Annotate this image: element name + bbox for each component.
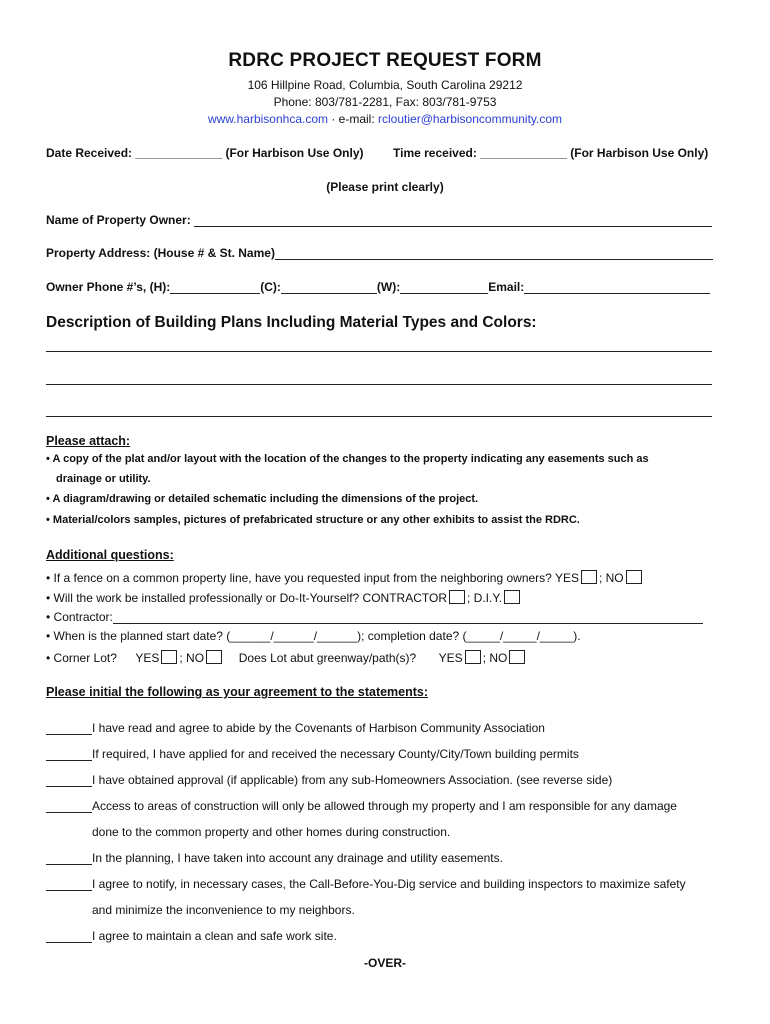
phone-cell-input[interactable] xyxy=(281,281,377,294)
corner-yes-label: YES xyxy=(135,651,160,665)
fence-question-text: • If a fence on a common property line, have you requested input from the neighboring owners? YES xyxy=(46,571,579,585)
agreement-text-cont: and minimize the inconvenience to my neighbors. xyxy=(92,903,355,917)
email-link[interactable]: rcloutier@harbisoncommunity.com xyxy=(378,112,563,126)
greenway-no-label: ; NO xyxy=(482,651,508,665)
agreement-item xyxy=(46,799,677,813)
fence-no-label: ; NO xyxy=(598,571,624,585)
initial-input[interactable] xyxy=(46,800,92,813)
agreement-item xyxy=(46,721,545,735)
phone-home-input[interactable] xyxy=(170,281,260,294)
phone-work-input[interactable] xyxy=(400,281,488,294)
contractor-input[interactable] xyxy=(113,611,703,624)
additional-heading: Additional questions: xyxy=(46,548,174,562)
initial-input[interactable] xyxy=(46,852,92,865)
greenway-yes-label: YES xyxy=(438,651,463,665)
greenway-no-checkbox[interactable] xyxy=(509,650,525,664)
corner-no-checkbox[interactable] xyxy=(206,650,222,664)
owner-phone-row xyxy=(46,280,710,294)
install-question xyxy=(46,590,522,605)
diy-label: ; D.I.Y. xyxy=(467,591,503,605)
email-label: Email: xyxy=(488,280,525,294)
date-received-field[interactable]: Date Received: _____________ (For Harbison Use Only) xyxy=(46,146,364,160)
address-line: 106 Hillpine Road, Columbia, South Carolina 29212 xyxy=(247,78,523,92)
dates-question[interactable]: • When is the planned start date? (______/______/______); completion date? (_____/_____/_____). xyxy=(46,629,581,643)
property-address-row xyxy=(46,246,713,260)
agreement-text: In the planning, I have taken into account any drainage and utility easements. xyxy=(92,851,503,865)
fence-no-checkbox[interactable] xyxy=(626,570,642,584)
phone-home-label: Owner Phone #’s, (H): xyxy=(46,280,171,294)
description-heading: Description of Building Plans Including Material Types and Colors: xyxy=(46,314,537,331)
owner-name-row xyxy=(46,213,712,227)
email-input[interactable] xyxy=(524,281,710,294)
fence-yes-checkbox[interactable] xyxy=(581,570,597,584)
corner-no-label: ; NO xyxy=(179,651,205,665)
contractor-label: • Contractor: xyxy=(46,610,113,624)
corner-lot-label: • Corner Lot? xyxy=(46,651,117,665)
diy-checkbox[interactable] xyxy=(504,590,520,604)
attach-item-samples: • Material/colors samples, pictures of prefabricated structure or any other exhibits to assist the RDRC. xyxy=(46,514,580,526)
contact-line xyxy=(0,112,770,126)
owner-name-label: Name of Property Owner: xyxy=(46,213,191,227)
initial-input[interactable] xyxy=(46,722,92,735)
greenway-label: Does Lot abut greenway/path(s)? xyxy=(238,651,417,665)
email-prefix: · e-mail: xyxy=(328,112,379,126)
phone-work-label: (W): xyxy=(376,280,401,294)
description-line-1[interactable] xyxy=(46,351,712,352)
agreement-text: I have obtained approval (if applicable) from any sub-Homeowners Association. (see reverse side) xyxy=(92,773,613,787)
attach-item-plat: • A copy of the plat and/or layout with the location of the changes to the property indicating any easements such as xyxy=(46,453,649,465)
greenway-yes-checkbox[interactable] xyxy=(465,650,481,664)
initial-input[interactable] xyxy=(46,930,92,943)
property-address-label: Property Address: (House # & St. Name) xyxy=(46,246,275,260)
corner-lot-question xyxy=(46,650,527,665)
agreement-text: Access to areas of construction will only be allowed through my property and I am responsible for any damage xyxy=(92,799,677,813)
contractor-row xyxy=(46,610,703,624)
agreement-item xyxy=(46,747,579,761)
attach-item-diagram: • A diagram/drawing or detailed schematic including the dimensions of the project. xyxy=(46,493,479,505)
owner-name-input[interactable] xyxy=(194,214,712,227)
time-received-field[interactable]: Time received: _____________ (For Harbison Use Only) xyxy=(393,146,709,160)
initial-input[interactable] xyxy=(46,748,92,761)
print-note: (Please print clearly) xyxy=(326,180,444,194)
corner-yes-checkbox[interactable] xyxy=(161,650,177,664)
contractor-checkbox[interactable] xyxy=(449,590,465,604)
fence-question xyxy=(46,570,644,585)
agreement-text: I agree to notify, in necessary cases, the Call-Before-You-Dig service and building inspectors to maximize safety xyxy=(92,877,686,891)
form-title: RDRC PROJECT REQUEST FORM xyxy=(228,50,542,71)
agreement-text: If required, I have applied for and received the necessary County/City/Town building permits xyxy=(92,747,579,761)
property-address-input[interactable] xyxy=(275,247,713,260)
phone-cell-label: (C): xyxy=(260,280,281,294)
attach-heading: Please attach: xyxy=(46,434,131,448)
website-link[interactable]: www.harbisonhca.com xyxy=(207,112,328,126)
install-question-text: • Will the work be installed professionally or Do-It-Yourself? CONTRACTOR xyxy=(46,591,448,605)
agreement-item xyxy=(46,851,503,865)
agreement-item xyxy=(46,929,337,943)
agreement-heading: Please initial the following as your agreement to the statements: xyxy=(46,685,429,699)
description-line-2[interactable] xyxy=(46,384,712,385)
agreement-item xyxy=(46,877,686,891)
over-note: -OVER- xyxy=(364,956,406,970)
agreement-text-cont: done to the common property and other homes during construction. xyxy=(92,825,451,839)
agreement-item xyxy=(46,773,612,787)
initial-input[interactable] xyxy=(46,878,92,891)
phone-fax-line: Phone: 803/781-2281, Fax: 803/781-9753 xyxy=(273,95,497,109)
agreement-text: I agree to maintain a clean and safe work site. xyxy=(92,929,337,943)
description-line-3[interactable] xyxy=(46,416,712,417)
initial-input[interactable] xyxy=(46,774,92,787)
agreement-text: I have read and agree to abide by the Covenants of Harbison Community Association xyxy=(92,721,545,735)
attach-item-plat-cont: drainage or utility. xyxy=(56,473,151,485)
